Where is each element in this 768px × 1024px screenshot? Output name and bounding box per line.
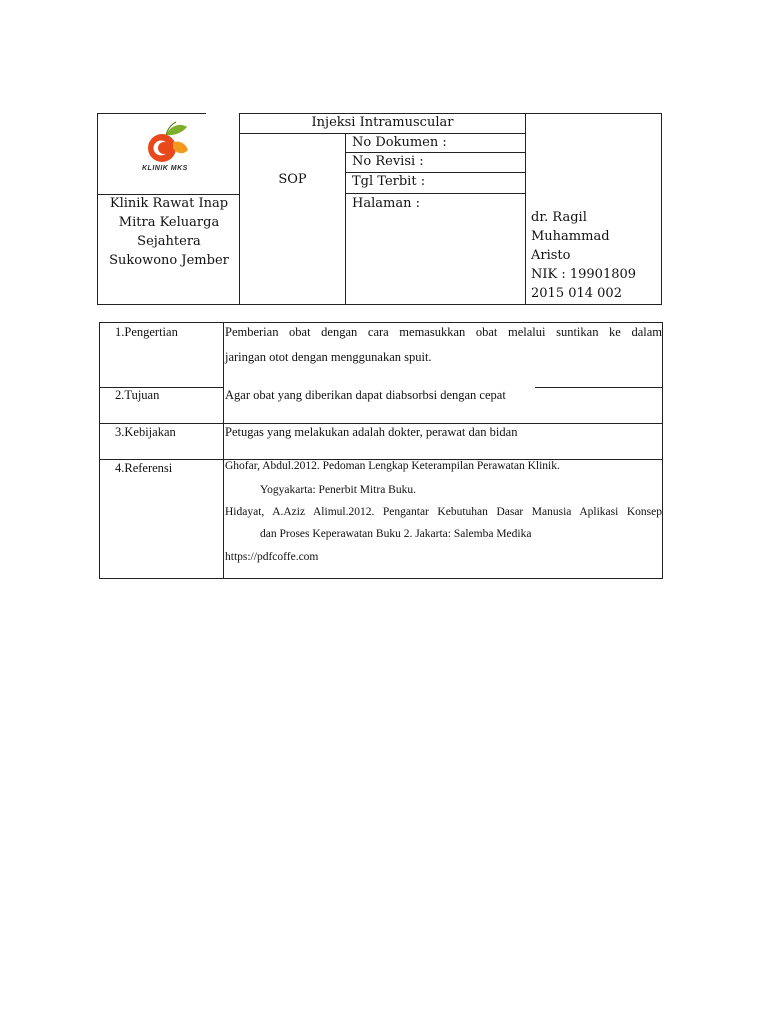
pengertian-label: 1.Pengertian <box>115 325 178 339</box>
clinic-name-line-4: Sukowono Jember <box>109 253 229 268</box>
row-1-border-content <box>535 387 663 388</box>
signatory-nik-line-1: NIK : 19901809 <box>531 267 637 282</box>
content-label-divider <box>223 322 224 579</box>
header-left-border <box>97 113 98 305</box>
clinic-name-line-1: Klinik Rawat Inap <box>109 196 229 211</box>
header-right-border <box>661 113 662 305</box>
signatory-nik-line-2: 2015 014 002 <box>531 286 622 301</box>
pengertian-text-line-1: Pemberian obat dengan cara memasukkan obat melalui suntikan ke dalam <box>225 325 662 339</box>
signatory-line-3: Aristo <box>531 248 571 263</box>
referensi-3-link[interactable]: https://pdfcoffe.com <box>225 551 319 563</box>
signatory-line-1: dr. Ragil <box>531 210 587 225</box>
no-revisi-label: No Revisi : <box>352 154 424 169</box>
header-col-divider-3 <box>525 113 526 305</box>
header-top-border-left <box>97 113 206 114</box>
tgl-terbit-label: Tgl Terbit : <box>352 174 426 189</box>
referensi-2-line-2: dan Proses Keperawatan Buku 2. Jakarta: Salemba Medika <box>260 528 532 540</box>
header-bottom-border <box>97 304 662 305</box>
clinic-name-line-2: Mitra Keluarga <box>118 215 220 230</box>
content-right-border <box>662 322 663 579</box>
signatory-line-2: Muhammad <box>531 229 610 244</box>
referensi-1-line-1: Ghofar, Abdul.2012. Pedoman Lengkap Keterampilan Perawatan Klinik. <box>225 460 560 472</box>
pengertian-text-line-2: jaringan otot dengan menggunakan spuit. <box>225 350 432 364</box>
referensi-label: 4.Referensi <box>115 461 173 475</box>
tujuan-label: 2.Tujuan <box>115 388 160 402</box>
sop-title: Injeksi Intramuscular <box>311 115 454 130</box>
no-dokumen-label: No Dokumen : <box>352 135 447 150</box>
tujuan-text: Agar obat yang diberikan dapat diabsorbsi dengan cepat <box>225 388 506 402</box>
sop-label: SOP <box>278 172 307 187</box>
row-2-border <box>99 423 663 424</box>
kebijakan-label: 3.Kebijakan <box>115 425 176 439</box>
header-col-divider-2 <box>345 133 346 305</box>
referensi-1-line-2: Yogyakarta: Penerbit Mitra Buku. <box>260 484 416 496</box>
referensi-2-line-1: Hidayat, A.Aziz Alimul.2012. Pengantar Kebutuhan Dasar Manusia Aplikasi Konsep <box>225 506 662 518</box>
kebijakan-text: Petugas yang melakukan adalah dokter, perawat dan bidan <box>225 425 518 439</box>
content-top-border <box>99 322 663 323</box>
header-col-divider-1 <box>239 113 240 305</box>
clinic-name-line-3: Sejahtera <box>137 234 201 249</box>
halaman-label: Halaman : <box>352 196 420 211</box>
content-bottom-border <box>99 578 663 579</box>
content-left-border <box>99 322 100 579</box>
logo-text: KLINIK MKS <box>142 165 188 172</box>
